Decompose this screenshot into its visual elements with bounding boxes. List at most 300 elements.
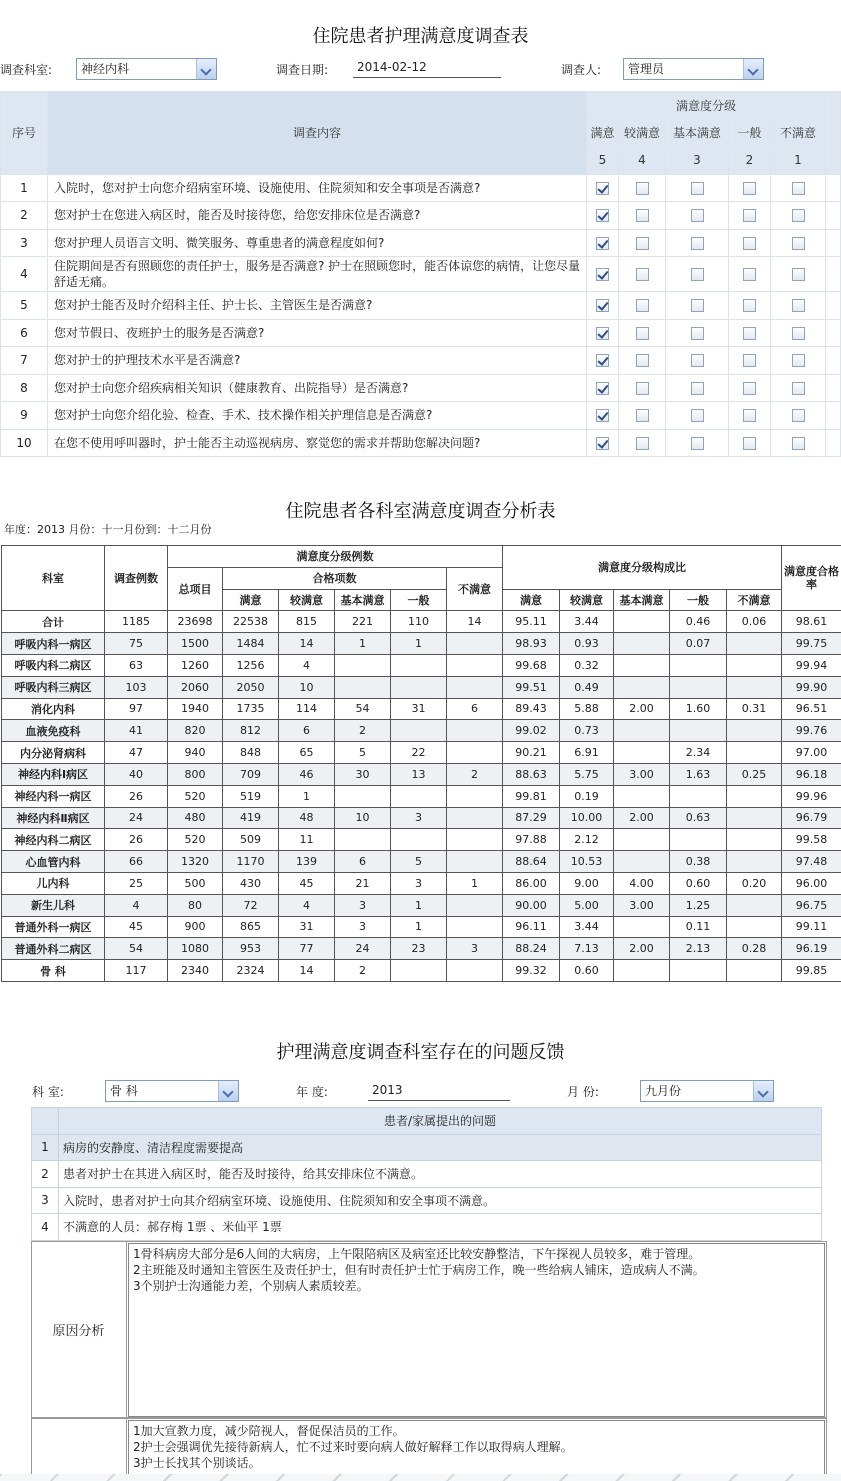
value-cell [614,916,670,938]
checkbox[interactable] [691,237,704,250]
value-cell: 65 [279,742,335,764]
value-cell: 95.11 [503,611,560,633]
filler [826,257,841,292]
dept-cell: 内分泌肾病科 [2,742,105,764]
value-cell: 6 [279,720,335,742]
value-cell: 2340 [168,960,223,982]
value-cell: 848 [223,742,279,764]
value-cell: 520 [168,785,223,807]
rating-cell [587,429,619,457]
rating-cell [729,202,771,230]
value-cell: 99.11 [782,916,841,938]
value-cell: 96.51 [782,698,841,720]
survey-row [1,292,841,320]
question-text: 您对护理人员语言文明、微笑服务、尊重患者的满意程度如何? [48,229,587,257]
value-cell [614,654,670,676]
rating-cell [619,429,666,457]
measure-textarea[interactable]: 1加大宣教力度，减少陪视人，督促保洁员的工作。 2护士会强调优先接待新病人，忙不过来时要向病人做好解释工作以取得病人理解。 3护士长找其个别谈话。 [128,1420,825,1476]
checkbox[interactable] [691,409,704,422]
filler [826,402,841,430]
checkbox[interactable] [743,382,756,395]
rating-cell [666,402,729,430]
checkbox[interactable] [691,268,704,281]
checked-checkbox[interactable] [596,299,609,312]
value-cell: 54 [335,698,391,720]
checkbox[interactable] [636,327,649,340]
value-cell: 10.53 [560,851,614,873]
checkbox[interactable] [691,209,704,222]
value-cell: 1940 [168,698,223,720]
rating-cell [729,292,771,320]
analysis-row [2,720,841,742]
problem-number: 2 [32,1161,59,1188]
checkbox[interactable] [691,182,704,195]
rating-cell [666,319,729,347]
rating-cell [619,229,666,257]
score-header: 4 [619,147,666,175]
value-cell [391,720,447,742]
checkbox[interactable] [792,382,805,395]
checkbox[interactable] [743,299,756,312]
rating-cell [587,202,619,230]
value-cell: 1484 [223,633,279,655]
dept-cell: 血液免疫科 [2,720,105,742]
value-cell: 11 [279,829,335,851]
value-cell: 13 [391,763,447,785]
dept-cell: 骨 科 [2,960,105,982]
checkbox[interactable] [792,268,805,281]
value-cell [727,916,782,938]
rating-cell [771,229,826,257]
value-cell: 820 [168,720,223,742]
composition-header: 满意度分级构成比 [503,546,782,590]
row-number: 7 [1,347,48,375]
checkbox[interactable] [691,299,704,312]
value-cell: 22538 [223,611,279,633]
value-cell: 1.25 [670,894,727,916]
filler [826,92,841,175]
chevron-down-icon[interactable] [196,59,216,79]
feedback-month-select[interactable] [640,1080,774,1102]
rating-cell [771,202,826,230]
value-cell: 45 [279,872,335,894]
chevron-down-icon[interactable] [753,1081,773,1101]
value-cell [335,654,391,676]
value-cell: 10 [335,807,391,829]
checked-checkbox[interactable] [596,209,609,222]
value-cell [447,785,503,807]
value-cell: 940 [168,742,223,764]
survey-surveyor-select[interactable] [623,58,764,80]
checkbox[interactable] [743,354,756,367]
value-cell: 2 [447,763,503,785]
filler [826,174,841,202]
value-cell: 99.85 [782,960,841,982]
problems-corner [32,1108,59,1135]
level-header: 不满意 [771,119,826,147]
value-cell [335,676,391,698]
checkbox[interactable] [792,237,805,250]
value-cell [391,960,447,982]
value-cell [727,851,782,873]
value-cell [614,785,670,807]
col-count-header: 调查例数 [105,546,168,611]
value-cell: 96.00 [782,872,841,894]
value-cell: 117 [105,960,168,982]
value-cell: 709 [223,763,279,785]
value-cell: 2 [335,720,391,742]
feedback-dept-select[interactable] [105,1080,239,1102]
value-cell: 3.00 [614,894,670,916]
value-cell [614,611,670,633]
pct-fairly-header: 较满意 [560,589,614,611]
value-cell: 812 [223,720,279,742]
rating-cell [771,402,826,430]
survey-row [1,402,841,430]
dept-cell: 呼吸内科一病区 [2,633,105,655]
value-cell [391,676,447,698]
rating-cell [666,257,729,292]
value-cell: 800 [168,763,223,785]
checked-checkbox[interactable] [596,182,609,195]
rating-cell [771,292,826,320]
value-cell [614,742,670,764]
bottom-edge [0,1474,841,1481]
value-cell [727,785,782,807]
value-cell: 31 [391,698,447,720]
analysis-row [2,916,841,938]
value-cell [447,960,503,982]
question-text: 入院时，您对护士向您介绍病室环境、设施使用、住院须知和安全事项是否满意? [48,174,587,202]
row-number: 8 [1,374,48,402]
checkbox[interactable] [636,237,649,250]
value-cell: 96.11 [503,916,560,938]
problem-number: 4 [32,1214,59,1241]
col-no-header: 序号 [1,92,48,175]
problem-row[interactable] [32,1134,822,1161]
checkbox[interactable] [691,437,704,450]
value-cell: 66 [105,851,168,873]
value-cell [447,916,503,938]
value-cell: 3.00 [614,763,670,785]
question-text: 住院期间是否有照顾您的责任护士，服务是否满意? 护士在照顾您时，能否体谅您的病情，让您尽量舒适无痛。 [48,257,587,292]
analysis-row [2,698,841,720]
satisfied-header: 满意 [223,589,279,611]
checkbox[interactable] [792,327,805,340]
value-cell: 4 [105,894,168,916]
analysis-row [2,807,841,829]
value-cell: 99.76 [782,720,841,742]
value-cell: 10.00 [560,807,614,829]
survey-surveyor-label: 调查人: [561,63,602,77]
level-header: 基本满意 [666,119,729,147]
problems-header: 患者/家属提出的问题 [59,1108,822,1135]
value-cell: 1320 [168,851,223,873]
problem-row[interactable] [32,1214,822,1241]
problem-text: 病房的安静度、清洁程度需要提高 [59,1134,822,1161]
survey-row [1,319,841,347]
filler [826,202,841,230]
value-cell: 221 [335,611,391,633]
value-cell: 1256 [223,654,279,676]
value-cell [670,720,727,742]
value-cell: 26 [105,785,168,807]
rating-cell [729,402,771,430]
checked-checkbox[interactable] [596,354,609,367]
chevron-down-icon[interactable] [743,59,763,79]
dept-cell: 呼吸内科二病区 [2,654,105,676]
dept-cell: 神经内科Ⅱ病区 [2,807,105,829]
value-cell: 5 [335,742,391,764]
value-cell: 7.13 [560,938,614,960]
value-cell: 99.75 [782,633,841,655]
value-cell: 1 [447,872,503,894]
checkbox[interactable] [691,327,704,340]
score-header: 2 [729,147,771,175]
checkbox[interactable] [636,182,649,195]
value-cell: 45 [105,916,168,938]
value-cell: 26 [105,829,168,851]
value-cell: 2 [335,960,391,982]
checkbox[interactable] [636,354,649,367]
value-cell: 0.93 [560,633,614,655]
dept-cell: 心血管内科 [2,851,105,873]
filler [826,347,841,375]
question-text: 您对护士向您介绍疾病相关知识（健康教育、出院指导）是否满意? [48,374,587,402]
rating-cell [729,257,771,292]
value-cell [670,960,727,982]
value-cell [614,829,670,851]
value-cell: 4.00 [614,872,670,894]
value-cell [447,720,503,742]
rating-cell [619,202,666,230]
survey-date-field[interactable]: 2014-02-12 [353,58,501,78]
value-cell: 48 [279,807,335,829]
value-cell: 89.43 [503,698,560,720]
feedback-dept-label: 科 室: [32,1085,64,1099]
value-cell [727,807,782,829]
value-cell: 815 [279,611,335,633]
value-cell: 24 [105,807,168,829]
value-cell: 99.81 [503,785,560,807]
checkbox[interactable] [743,409,756,422]
value-cell: 2.12 [560,829,614,851]
normal-header: 一般 [391,589,447,611]
pct-basic-header: 基本满意 [614,589,670,611]
checkbox[interactable] [792,299,805,312]
value-cell: 1 [279,785,335,807]
feedback-title: 护理满意度调查科室存在的问题反馈 [276,1042,565,1063]
problem-number: 1 [32,1134,59,1161]
row-number: 9 [1,402,48,430]
value-cell: 10 [279,676,335,698]
dept-cell: 神经内科一病区 [2,785,105,807]
value-cell: 2.00 [614,807,670,829]
survey-row [1,347,841,375]
checkbox[interactable] [792,209,805,222]
value-cell: 3 [391,807,447,829]
value-cell: 86.00 [503,872,560,894]
rating-cell [619,402,666,430]
value-cell: 99.68 [503,654,560,676]
survey-row [1,257,841,292]
value-cell: 1260 [168,654,223,676]
score-header: 1 [771,147,826,175]
checkbox[interactable] [636,409,649,422]
value-cell: 1735 [223,698,279,720]
value-cell: 5.00 [560,894,614,916]
value-cell: 14 [447,611,503,633]
value-cell [447,829,503,851]
checked-checkbox[interactable] [596,237,609,250]
value-cell [670,676,727,698]
feedback-month-value: 九月份 [645,1084,682,1098]
rating-cell [729,174,771,202]
value-cell [670,654,727,676]
value-cell [727,742,782,764]
feedback-year-field[interactable]: 2013 [368,1081,510,1101]
value-cell: 90.21 [503,742,560,764]
value-cell [614,960,670,982]
rate-header: 满意度合格率 [782,546,841,611]
analysis-row [2,829,841,851]
chevron-down-icon[interactable] [218,1081,238,1101]
value-cell: 1500 [168,633,223,655]
rating-cell [666,429,729,457]
checkbox[interactable] [636,437,649,450]
checkbox[interactable] [691,354,704,367]
analysis-row [2,785,841,807]
value-cell: 0.31 [727,698,782,720]
value-cell: 99.02 [503,720,560,742]
rating-cell [729,374,771,402]
pct-normal-header: 一般 [670,589,727,611]
value-cell: 2324 [223,960,279,982]
value-cell: 23 [391,938,447,960]
value-cell: 77 [279,938,335,960]
analysis-subtitle: 年度：2013 月份：十一月份到：十二月份 [4,523,212,536]
value-cell [727,720,782,742]
survey-dept-value: 神经内科 [81,62,130,76]
value-cell: 114 [279,698,335,720]
problem-number: 3 [32,1187,59,1214]
analysis-row [2,960,841,982]
value-cell: 96.75 [782,894,841,916]
value-cell: 1080 [168,938,223,960]
checked-checkbox[interactable] [596,409,609,422]
analysis-row [2,654,841,676]
checkbox[interactable] [792,182,805,195]
checkbox[interactable] [743,209,756,222]
survey-dept-select[interactable] [76,58,217,80]
checked-checkbox[interactable] [596,327,609,340]
checkbox[interactable] [743,327,756,340]
value-cell [727,894,782,916]
rating-cell [587,374,619,402]
rating-cell [587,402,619,430]
value-cell: 6 [447,698,503,720]
problem-row[interactable] [32,1161,822,1188]
value-cell [727,654,782,676]
analysis-row [2,742,841,764]
value-cell: 99.90 [782,676,841,698]
analysis-row [2,872,841,894]
checkbox[interactable] [743,268,756,281]
dept-cell: 神经内科二病区 [2,829,105,851]
checkbox[interactable] [792,437,805,450]
analysis-row [2,763,841,785]
rating-cell [619,292,666,320]
total-header: 总项目 [168,567,223,611]
feedback-month-label: 月 份: [567,1085,599,1099]
value-cell: 2.00 [614,698,670,720]
checkbox[interactable] [691,382,704,395]
rating-cell [587,319,619,347]
question-text: 您对护士能否及时介绍科主任、护士长、主管医生是否满意? [48,292,587,320]
value-cell: 953 [223,938,279,960]
value-cell [614,676,670,698]
dept-cell: 新生儿科 [2,894,105,916]
pct-satisfied-header: 满意 [503,589,560,611]
checked-checkbox[interactable] [596,268,609,281]
value-cell: 4 [279,654,335,676]
value-cell: 0.20 [727,872,782,894]
value-cell: 865 [223,916,279,938]
value-cell: 2.13 [670,938,727,960]
fairly-header: 较满意 [279,589,335,611]
rating-cell [666,202,729,230]
checkbox[interactable] [636,209,649,222]
value-cell: 103 [105,676,168,698]
survey-row [1,374,841,402]
value-cell [447,676,503,698]
value-cell: 5.75 [560,763,614,785]
checkbox[interactable] [636,268,649,281]
value-cell: 480 [168,807,223,829]
value-cell: 3 [335,894,391,916]
value-cell: 96.19 [782,938,841,960]
value-cell: 509 [223,829,279,851]
rating-cell [666,292,729,320]
checked-checkbox[interactable] [596,437,609,450]
dept-cell: 儿内科 [2,872,105,894]
problem-text: 入院时，患者对护士向其介绍病室环境、设施使用、住院须知和安全事项不满意。 [59,1187,822,1214]
row-number: 10 [1,429,48,457]
cause-textarea[interactable]: 1骨科病房大部分是6人间的大病房，上午限陪病区及病室还比较安静整洁，下午探视人员较多，难于管理。 2主班能及时通知主管医生及责任护士，但有时责任护士忙于病房工作，晚一些给病人铺床，造成病人不满。 3个别护士沟通能力差，个别病人素质较差。 [128,1243,825,1417]
value-cell: 5 [391,851,447,873]
value-cell: 80 [168,894,223,916]
value-cell: 2.00 [614,938,670,960]
analysis-row [2,938,841,960]
value-cell: 0.25 [727,763,782,785]
value-cell: 1.60 [670,698,727,720]
checkbox[interactable] [792,354,805,367]
rating-cell [619,374,666,402]
checkbox[interactable] [743,237,756,250]
problem-row[interactable] [32,1187,822,1214]
checked-checkbox[interactable] [596,382,609,395]
checkbox[interactable] [636,382,649,395]
value-cell: 0.63 [670,807,727,829]
row-number: 6 [1,319,48,347]
value-cell: 14 [279,633,335,655]
checkbox[interactable] [792,409,805,422]
value-cell: 30 [335,763,391,785]
checkbox[interactable] [636,299,649,312]
checkbox[interactable] [743,182,756,195]
checkbox[interactable] [743,437,756,450]
rating-cell [729,429,771,457]
